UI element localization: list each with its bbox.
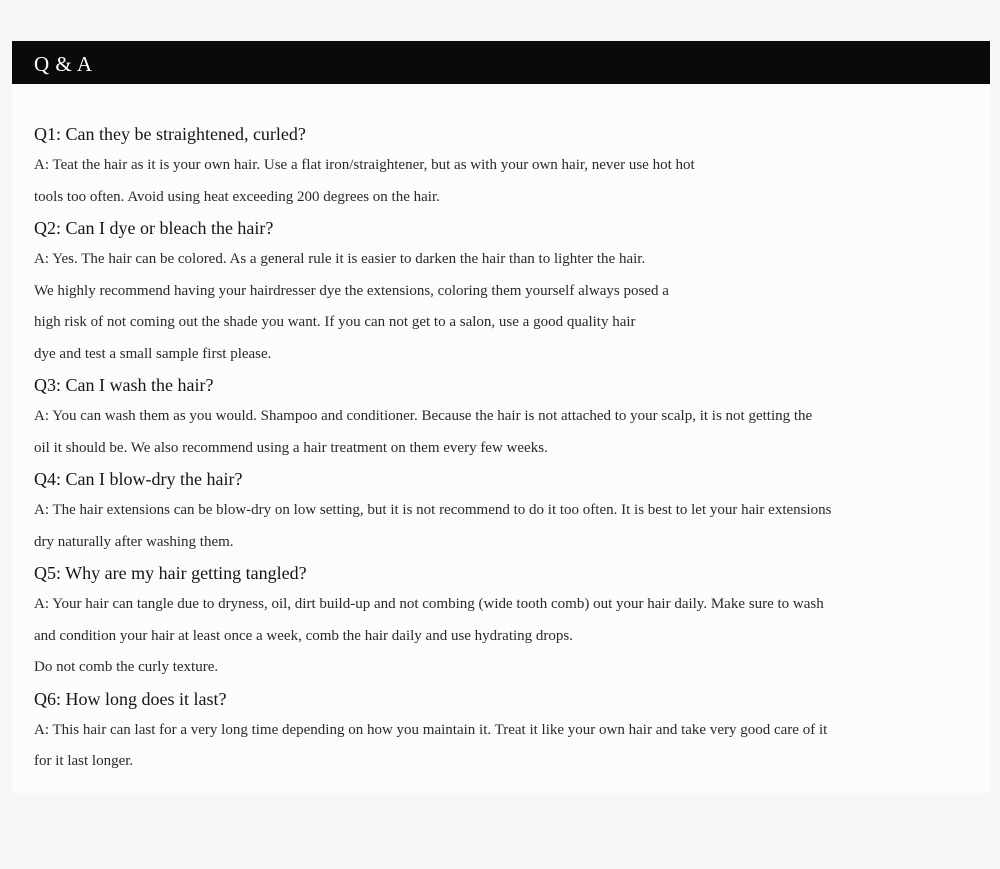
faq-question: Q1: Can they be straightened, curled?	[34, 124, 306, 144]
faq-list	[34, 119, 984, 778]
faq-answer-line: A: The hair extensions can be blow-dry on low setting, but it is not recommend to do it too often. It is best to let your hair extensions	[34, 502, 832, 518]
qa-panel	[12, 41, 990, 793]
faq-answer-line: A: You can wash them as you would. Shampoo and conditioner. Because the hair is not attached to your scalp, it is not getting the	[34, 408, 813, 424]
faq-answer-line: dye and test a small sample first please.	[34, 345, 272, 362]
faq-item-q4	[34, 464, 984, 558]
faq-item-q5	[34, 558, 984, 684]
faq-answer-line: and condition your hair at least once a week, comb the hair daily and use hydrating drops.	[34, 627, 574, 644]
qa-header-bar	[12, 41, 990, 84]
faq-answer-line: A: Your hair can tangle due to dryness, oil, dirt build-up and not combing (wide tooth comb) out your hair daily. Make sure to wash	[34, 596, 824, 612]
faq-item-q6	[34, 684, 984, 778]
faq-answer-line: We highly recommend having your hairdresser dye the extensions, coloring them yourself always posed a	[34, 282, 669, 299]
faq-answer-line: dry naturally after washing them.	[34, 533, 234, 550]
faq-answer-line: oil it should be. We also recommend using a hair treatment on them every few weeks.	[34, 439, 548, 456]
faq-question: Q3: Can I wash the hair?	[34, 375, 214, 395]
faq-answer-line: A: Teat the hair as it is your own hair. Use a flat iron/straightener, but as with your own hair, never use hot hot	[34, 157, 695, 173]
faq-question: Q2: Can I dye or bleach the hair?	[34, 218, 274, 238]
faq-answer-line: Do not comb the curly texture.	[34, 659, 219, 675]
faq-question: Q6: How long does it last?	[34, 688, 227, 709]
faq-answer-line: tools too often. Avoid using heat exceeding 200 degrees on the hair.	[34, 188, 440, 205]
faq-question: Q4: Can I blow-dry the hair?	[34, 469, 243, 489]
faq-answer-line: high risk of not coming out the shade you want. If you can not get to a salon, use a good quality hair	[34, 314, 636, 330]
faq-question: Q5: Why are my hair getting tangled?	[34, 563, 307, 583]
qa-header-title: Q & A	[34, 52, 93, 76]
faq-item-q3	[34, 370, 984, 464]
faq-item-q2	[34, 213, 984, 370]
faq-answer-line: for it last longer.	[34, 753, 134, 769]
faq-answer-line: A: Yes. The hair can be colored. As a general rule it is easier to darken the hair than to lighter the hair.	[34, 251, 646, 267]
faq-answer-line: A: This hair can last for a very long time depending on how you maintain it. Treat it like your own hair and take very good care of it	[34, 721, 828, 738]
faq-item-q1	[34, 119, 984, 213]
